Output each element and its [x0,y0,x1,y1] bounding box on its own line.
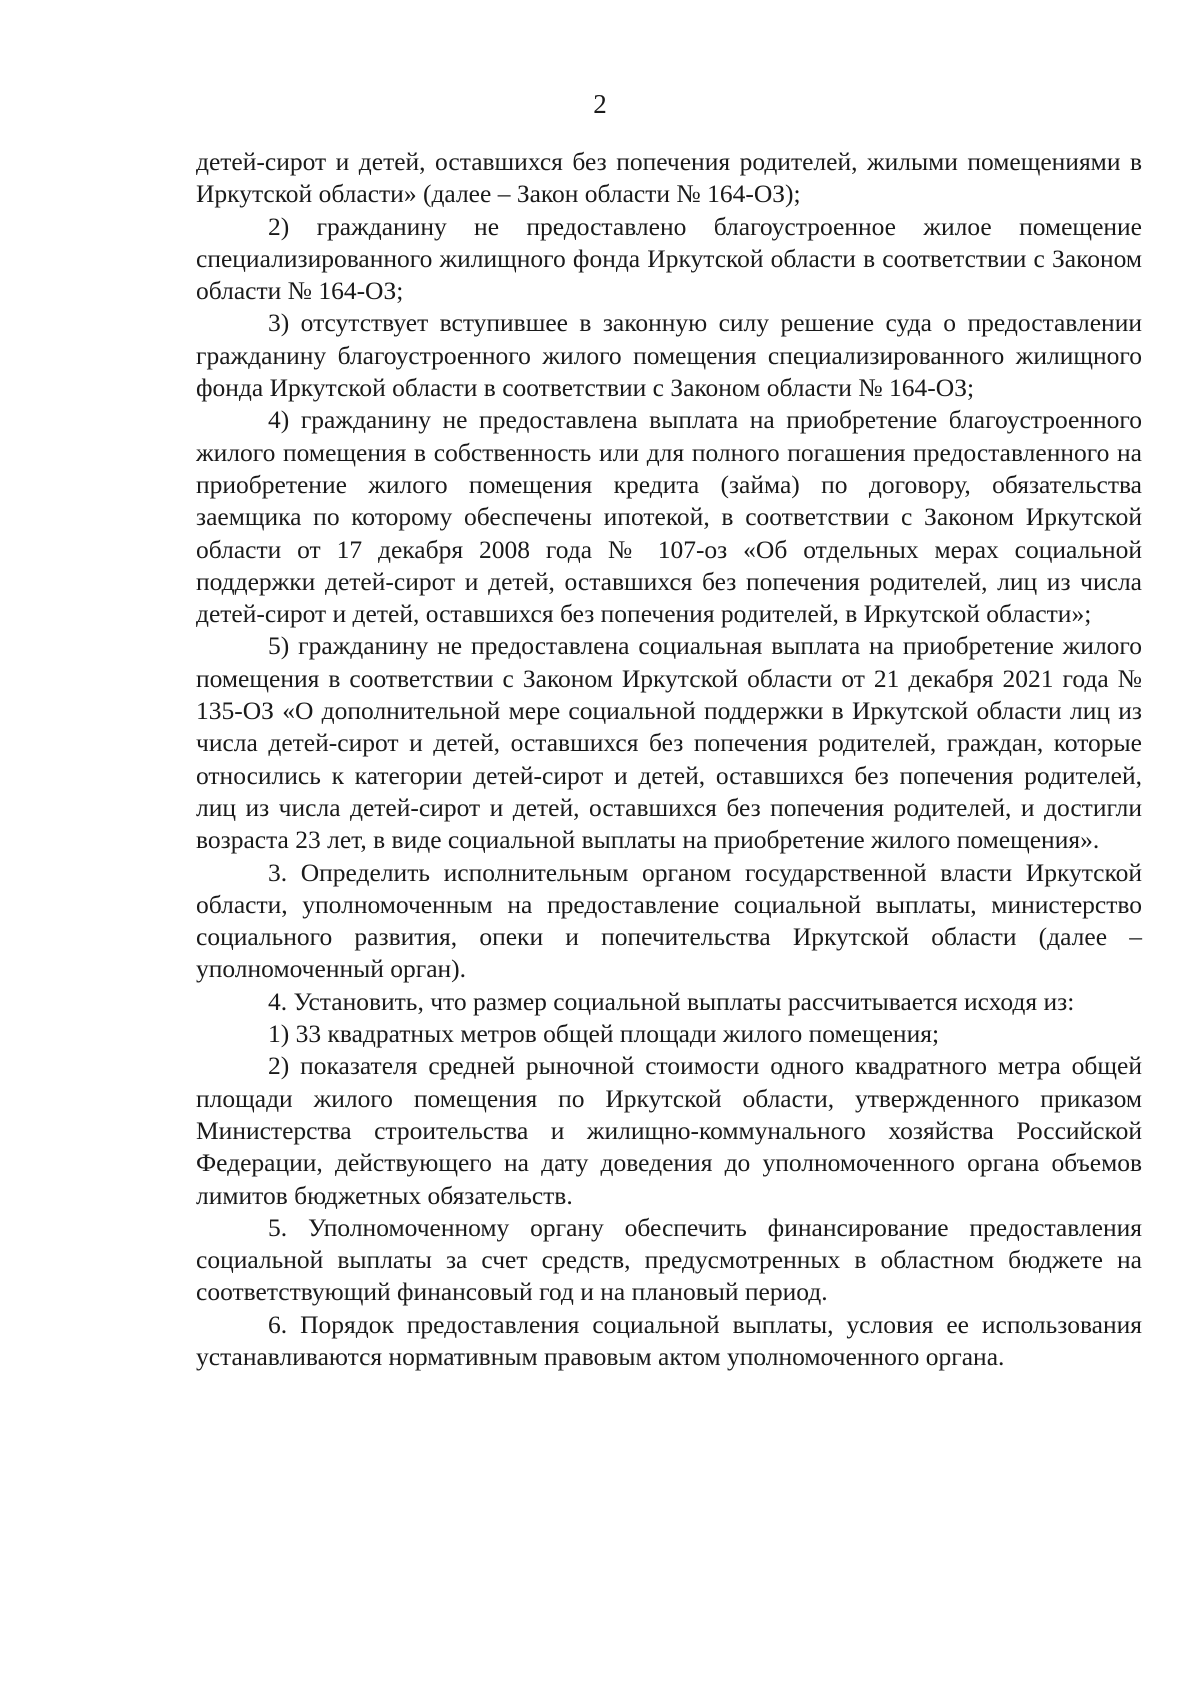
paragraph: детей-сирот и детей, оставшихся без попечения родителей, жилыми помещениями в Иркутской области» (далее – Закон области № 164-ОЗ); [196,147,1142,209]
paragraph: 5. Уполномоченному органу обеспечить финансирование предоставления социальной выплаты за счет средств, предусмотренных в областном бюджете на соответствующий финансовый год и на плановый период. [196,1212,1142,1307]
paragraph: 2) гражданину не предоставлено благоустроенное жилое помещение специализированного жилищного фонда Иркутской области в соответствии с Законом области № 164-ОЗ; [196,211,1142,306]
page-number: 2 [593,89,607,119]
paragraph: 2) показателя средней рыночной стоимости одного квадратного метра общей площади жилого помещения по Иркутской области, утвержденного приказом Министерства строительства и жилищно-коммунального хозяйства Российской Федерации, действующего на дату доведения до уполномоченного органа объемов лимитов бюджетных обязательств. [196,1051,1142,1210]
paragraph: 5) гражданину не предоставлена социальная выплата на приобретение жилого помещения в соответствии с Законом Иркутской области от 21 декабря 2021 года № 135-ОЗ «О дополнительной мере социальной поддержки в Иркутской области лиц из числа детей-сирот и детей, оставшихся без попечения родителей, граждан, которые относились к категории детей-сирот и детей, оставшихся без попечения родителей, лиц из числа детей-сирот и детей, оставшихся без попечения родителей, и достигли возраста 23 лет, в виде социальной выплаты на приобретение жилого помещения». [196,631,1142,855]
paragraph: 4. Установить, что размер социальной выплаты рассчитывается исходя из: [268,986,1075,1016]
paragraph: 3. Определить исполнительным органом государственной власти Иркутской области, уполномоченным на предоставление социальной выплаты, министерство социального развития, опеки и попечительства Иркутской области (далее – уполномоченный орган). [196,857,1142,984]
paragraph: 6. Порядок предоставления социальной выплаты, условия ее использования устанавливаются нормативным правовым актом уполномоченного органа. [196,1309,1142,1371]
document-body [196,146,1142,1373]
paragraph: 1) 33 квадратных метров общей площади жилого помещения; [268,1019,940,1049]
paragraph: 3) отсутствует вступившее в законную силу решение суда о предоставлении гражданину благоустроенного жилого помещения специализированного жилищного фонда Иркутской области в соответствии с Законом области № 164-ОЗ; [196,308,1142,403]
paragraph: 4) гражданину не предоставлена выплата на приобретение благоустроенного жилого помещения в собственность или для полного погашения предоставленного на приобретение жилого помещения кредита (займа) по договору, обязательства заемщика по которому обеспечены ипотекой, в соответствии с Законом Иркутской области от 17 декабря 2008 года № 107-оз «Об отдельных мерах социальной поддержки детей-сирот и детей, оставшихся без попечения родителей, лиц из числа детей-сирот и детей, оставшихся без попечения родителей, в Иркутской области»; [196,405,1142,629]
